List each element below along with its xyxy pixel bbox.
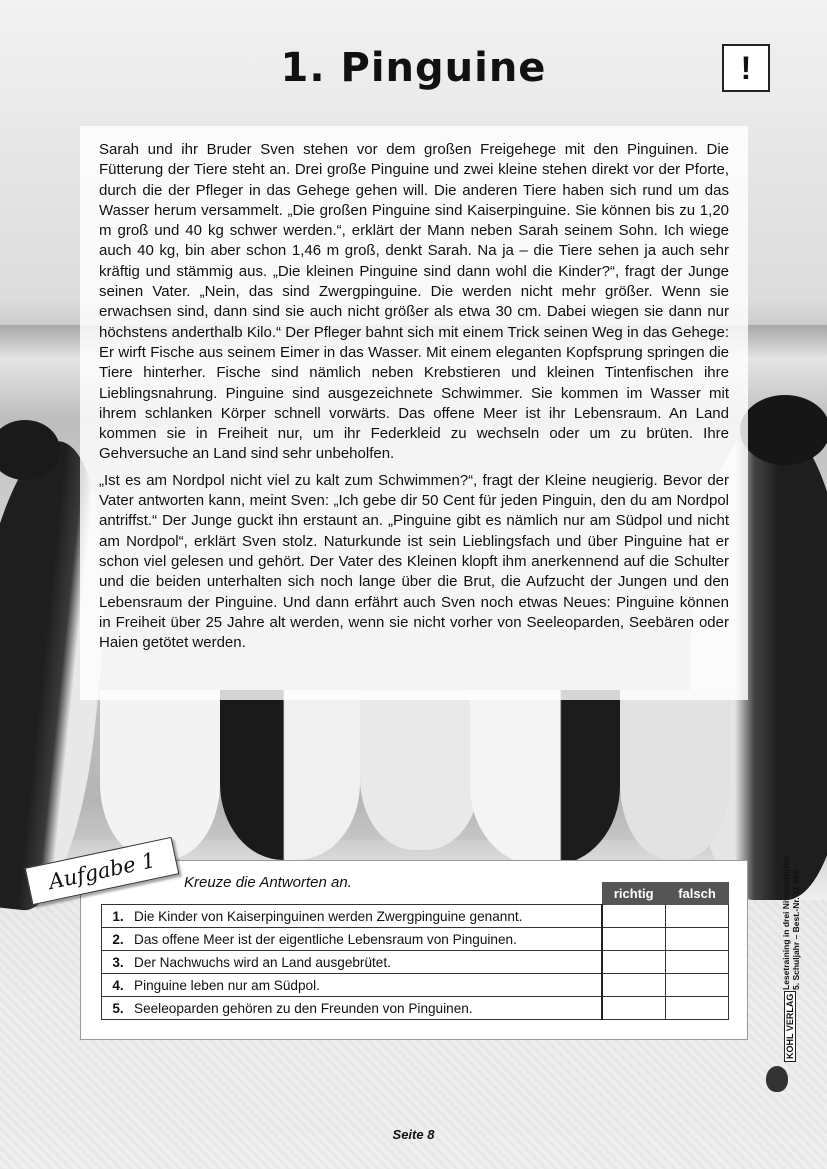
penguin-group xyxy=(620,690,730,860)
series-title: Lesetraining in drei Niveaustufen xyxy=(781,855,791,990)
penguin-group xyxy=(100,690,220,860)
table-header-blank xyxy=(102,883,603,905)
page-title: 1. Pinguine xyxy=(280,45,547,91)
story-paragraph-2: „Ist es am Nordpol nicht viel zu kalt zum Schwimmen?“, fragt der Kleine neugierig. Bevor der Vater antworten kann, meint Sven: „Ich gebe dir 50 Cent für jeden Pinguin, den du am Nordpol antriffst.“ Der Junge guckt ihn erstaunt an. „Pinguine gibt es nämlich nur am Südpol und nicht am Nordpol“, erklärt Sven stolz. Naturkunde ist sein Lieblingsfach und über Pinguine hat er schon viel gelesen und gehört. Der Vater des Kleinen klopft ihm anerkennend auf die Schulter und die beiden unterhalten sich noch lange über die Brut, die Aufzucht der Jungen und den Lebensraum der Pinguine. Und dann erfährt auch Sven noch etwas Neues: Pinguine können in Freiheit über 25 Jahre alt werden, wenn sie nicht vorher von Seeleoparden, Seebären oder Haien getötet werden. xyxy=(99,471,729,652)
row-statement: Seeleoparden gehören zu den Freunden von Pinguinen. xyxy=(134,997,602,1020)
series-info xyxy=(781,830,811,990)
checkbox-falsch-4[interactable] xyxy=(666,974,729,997)
row-statement: Das offene Meer ist der eigentliche Lebensraum von Pinguinen. xyxy=(134,928,602,951)
penguin-group xyxy=(470,690,620,865)
table-row xyxy=(102,974,729,997)
publisher-name: KOHL VERLAG xyxy=(784,991,796,1062)
penguin-right-head xyxy=(740,395,827,465)
row-number: 2. xyxy=(102,928,135,951)
task-label: Aufgabe 1 xyxy=(25,837,180,905)
answer-table xyxy=(101,882,729,1020)
page-number: Seite 8 xyxy=(392,1127,435,1142)
task-instruction: Kreuze die Antworten an. xyxy=(184,874,352,891)
row-number: 1. xyxy=(102,905,135,928)
row-statement: Pinguine leben nur am Südpol. xyxy=(134,974,602,997)
table-row xyxy=(102,997,729,1020)
table-row xyxy=(102,928,729,951)
row-number: 3. xyxy=(102,951,135,974)
row-statement: Die Kinder von Kaiserpinguinen werden Zwergpinguine genannt. xyxy=(134,905,602,928)
checkbox-richtig-3[interactable] xyxy=(602,951,666,974)
header-falsch: falsch xyxy=(666,883,729,905)
checkbox-richtig-2[interactable] xyxy=(602,928,666,951)
checkbox-richtig-1[interactable] xyxy=(602,905,666,928)
story-text-box xyxy=(80,126,748,700)
checkbox-falsch-2[interactable] xyxy=(666,928,729,951)
penguin-group xyxy=(220,690,360,860)
checkbox-richtig-5[interactable] xyxy=(602,997,666,1020)
checkbox-falsch-1[interactable] xyxy=(666,905,729,928)
checkbox-richtig-4[interactable] xyxy=(602,974,666,997)
table-row xyxy=(102,905,729,928)
series-info-text xyxy=(781,820,801,990)
row-number: 4. xyxy=(102,974,135,997)
checkbox-falsch-5[interactable] xyxy=(666,997,729,1020)
row-statement: Der Nachwuchs wird an Land ausgebrütet. xyxy=(134,951,602,974)
publisher-logo-icon xyxy=(766,1066,788,1092)
table-row xyxy=(102,951,729,974)
publisher-mark xyxy=(780,993,800,1060)
series-order-number: 5. Schuljahr – Best.-Nr. 11 995 xyxy=(791,869,801,990)
exclamation-badge: ! xyxy=(722,44,770,92)
checkbox-falsch-3[interactable] xyxy=(666,951,729,974)
story-paragraph-1: Sarah und ihr Bruder Sven stehen vor dem großen Freigehege mit den Pinguinen. Die Fütterung der Tiere steht an. Drei große Pinguine und zwei kleine stehen direkt vor der Pforte, durch die der Pfleger in das Gehege gehen will. Die anderen Tiere haben sich rund um das Wasser herum versammelt. „Die großen Pinguine sind Kaiserpinguine. Sie können bis zu 1,20 m groß und 40 kg schwer werden.“, erklärt der Mann neben Sarah seinem Sohn. Ich wiege auch 40 kg, bin aber schon 1,46 m groß, denkt Sarah. Na ja – die Tiere sehen ja auch sehr kräftig und stämmig aus. „Die kleinen Pinguine sind dann wohl die Kinder?“, fragt der Junge seinen Vater. „Nein, das sind Zwergpinguine. Die werden nicht mehr größer. Wenn sie erwachsen sind, dann sind sie auch nicht größer als etwa 30 cm. Dabei wiegen sie dann nur höchstens anderthalb Kilo.“ Der Pfleger bahnt sich mit einem Trick seinen Weg in das Gehege: Er wirft Fische aus seinem Eimer in das Wasser. Mit einem eleganten Kopfsprung springen die Tiere hinterher. Fische sind nämlich neben Krebstieren und kleinen Tintenfischen ihre Lieblingsnahrung. Pinguine sind ausgezeichnete Schwimmer. Sie kommen im Wasser mit ihrem schlanken Körper schnell vorwärts. Das offene Meer ist ihr Lebensraum. An Land kommen sie in Freiheit nur, um ihr Federkleid zu wechseln oder um zu brüten. Ihre Gehversuche an Land sind sehr unbeholfen. xyxy=(99,141,729,463)
header-richtig: richtig xyxy=(602,883,666,905)
penguin-group xyxy=(360,690,480,850)
row-number: 5. xyxy=(102,997,135,1020)
